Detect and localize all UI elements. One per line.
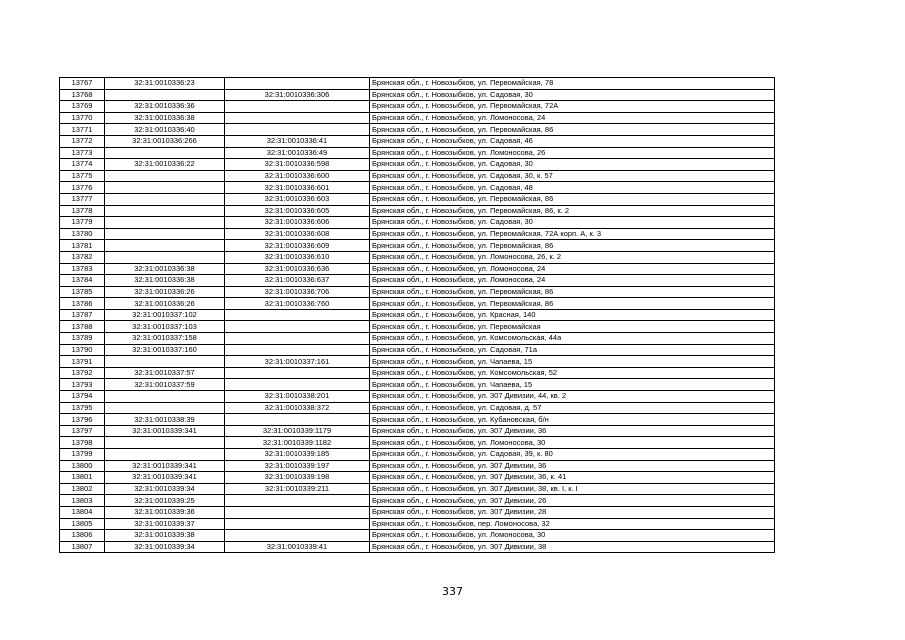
object-number-cell: 32:31:0010336:605 xyxy=(225,205,370,217)
parcel-number-cell: 32:31:0010336:266 xyxy=(105,135,225,147)
table-row xyxy=(60,449,775,461)
table-row xyxy=(60,483,775,495)
row-number-cell: 13770 xyxy=(60,112,105,124)
object-number-cell xyxy=(225,530,370,542)
table-row xyxy=(60,89,775,101)
parcel-number-cell xyxy=(105,147,225,159)
address-cell: Брянская обл., г. Новозыбков, ул. Чапаева, 15 xyxy=(370,356,775,368)
address-cell: Брянская обл., г. Новозыбков, ул. Чапаева, 15 xyxy=(370,379,775,391)
table-row xyxy=(60,159,775,171)
address-cell: Брянская обл., г. Новозыбков, ул. Первомайская, 86 xyxy=(370,298,775,310)
row-number-cell: 13783 xyxy=(60,263,105,275)
parcel-number-cell xyxy=(105,205,225,217)
row-number-cell: 13801 xyxy=(60,472,105,484)
parcel-number-cell: 32:31:0010339:341 xyxy=(105,460,225,472)
address-cell: Брянская обл., г. Новозыбков, ул. 307 Дивизии, 26 xyxy=(370,495,775,507)
object-number-cell: 32:31:0010338:372 xyxy=(225,402,370,414)
table-row xyxy=(60,402,775,414)
row-number-cell: 13787 xyxy=(60,309,105,321)
object-number-cell xyxy=(225,495,370,507)
row-number-cell: 13776 xyxy=(60,182,105,194)
parcel-number-cell: 32:31:0010336:26 xyxy=(105,298,225,310)
object-number-cell: 32:31:0010339:41 xyxy=(225,541,370,553)
object-number-cell: 32:31:0010336:603 xyxy=(225,193,370,205)
parcel-number-cell: 32:31:0010336:22 xyxy=(105,159,225,171)
object-number-cell xyxy=(225,506,370,518)
address-cell: Брянская обл., г. Новозыбков, ул. 307 Дивизии, 36, к. 41 xyxy=(370,472,775,484)
object-number-cell: 32:31:0010339:185 xyxy=(225,449,370,461)
address-cell: Брянская обл., г. Новозыбков, ул. Садовая, 30 xyxy=(370,89,775,101)
table-row xyxy=(60,506,775,518)
parcel-number-cell: 32:31:0010337:160 xyxy=(105,344,225,356)
parcel-number-cell: 32:31:0010339:25 xyxy=(105,495,225,507)
table-row xyxy=(60,135,775,147)
address-cell: Брянская обл., г. Новозыбков, ул. Садовая, 30, к. 57 xyxy=(370,170,775,182)
object-number-cell xyxy=(225,414,370,426)
table-row xyxy=(60,437,775,449)
object-number-cell xyxy=(225,124,370,136)
parcel-number-cell: 32:31:0010337:158 xyxy=(105,333,225,345)
object-number-cell xyxy=(225,379,370,391)
object-number-cell: 32:31:0010336:306 xyxy=(225,89,370,101)
address-cell: Брянская обл., г. Новозыбков, ул. Кубановская, б/н xyxy=(370,414,775,426)
object-number-cell xyxy=(225,101,370,113)
row-number-cell: 13798 xyxy=(60,437,105,449)
table-row xyxy=(60,344,775,356)
row-number-cell: 13780 xyxy=(60,228,105,240)
address-cell: Брянская обл., г. Новозыбков, ул. Первомайская, 78 xyxy=(370,78,775,90)
table-row xyxy=(60,379,775,391)
parcel-number-cell: 32:31:0010336:26 xyxy=(105,286,225,298)
table-row xyxy=(60,414,775,426)
row-number-cell: 13781 xyxy=(60,240,105,252)
row-number-cell: 13784 xyxy=(60,275,105,287)
object-number-cell xyxy=(225,344,370,356)
object-number-cell: 32:31:0010336:760 xyxy=(225,298,370,310)
address-cell: Брянская обл., г. Новозыбков, ул. 307 Дивизии, 38 xyxy=(370,541,775,553)
parcel-number-cell: 32:31:0010338:39 xyxy=(105,414,225,426)
row-number-cell: 13789 xyxy=(60,333,105,345)
row-number-cell: 13767 xyxy=(60,78,105,90)
table-row xyxy=(60,217,775,229)
parcel-number-cell xyxy=(105,228,225,240)
row-number-cell: 13782 xyxy=(60,251,105,263)
parcel-number-cell xyxy=(105,402,225,414)
row-number-cell: 13772 xyxy=(60,135,105,147)
row-number-cell: 13800 xyxy=(60,460,105,472)
row-number-cell: 13774 xyxy=(60,159,105,171)
parcel-number-cell xyxy=(105,193,225,205)
object-number-cell xyxy=(225,333,370,345)
table-row xyxy=(60,321,775,333)
row-number-cell: 13796 xyxy=(60,414,105,426)
parcel-number-cell: 32:31:0010339:38 xyxy=(105,530,225,542)
object-number-cell: 32:31:0010336:598 xyxy=(225,159,370,171)
table-row xyxy=(60,530,775,542)
object-number-cell: 32:31:0010336:600 xyxy=(225,170,370,182)
table-row xyxy=(60,356,775,368)
table-row xyxy=(60,147,775,159)
row-number-cell: 13788 xyxy=(60,321,105,333)
address-cell: Брянская обл., г. Новозыбков, ул. Ломоносова, 26, к. 2 xyxy=(370,251,775,263)
parcel-number-cell: 32:31:0010337:103 xyxy=(105,321,225,333)
parcel-number-cell xyxy=(105,356,225,368)
object-number-cell: 32:31:0010336:609 xyxy=(225,240,370,252)
address-cell: Брянская обл., г. Новозыбков, ул. Садовая, 39, к. 80 xyxy=(370,449,775,461)
row-number-cell: 13778 xyxy=(60,205,105,217)
address-cell: Брянская обл., г. Новозыбков, ул. Красная, 140 xyxy=(370,309,775,321)
parcel-number-cell xyxy=(105,240,225,252)
row-number-cell: 13792 xyxy=(60,367,105,379)
parcel-number-cell xyxy=(105,391,225,403)
row-number-cell: 13768 xyxy=(60,89,105,101)
object-number-cell xyxy=(225,518,370,530)
row-number-cell: 13797 xyxy=(60,425,105,437)
object-number-cell xyxy=(225,367,370,379)
table-row xyxy=(60,170,775,182)
object-number-cell: 32:31:0010339:198 xyxy=(225,472,370,484)
address-cell: Брянская обл., г. Новозыбков, пер. Ломоносова, 32 xyxy=(370,518,775,530)
parcel-number-cell: 32:31:0010339:341 xyxy=(105,472,225,484)
parcel-number-cell xyxy=(105,89,225,101)
address-cell: Брянская обл., г. Новозыбков, ул. Ломоносова, 30 xyxy=(370,530,775,542)
row-number-cell: 13802 xyxy=(60,483,105,495)
object-number-cell: 32:31:0010336:637 xyxy=(225,275,370,287)
object-number-cell: 32:31:0010336:41 xyxy=(225,135,370,147)
object-number-cell: 32:31:0010337:161 xyxy=(225,356,370,368)
address-cell: Брянская обл., г. Новозыбков, ул. 307 Дивизии, 44, кв. 2 xyxy=(370,391,775,403)
address-cell: Брянская обл., г. Новозыбков, ул. Первомайская xyxy=(370,321,775,333)
table-row xyxy=(60,472,775,484)
row-number-cell: 13807 xyxy=(60,541,105,553)
address-cell: Брянская обл., г. Новозыбков, ул. Первомайская, 86 xyxy=(370,240,775,252)
table-row xyxy=(60,425,775,437)
table-row xyxy=(60,193,775,205)
row-number-cell: 13806 xyxy=(60,530,105,542)
object-number-cell xyxy=(225,78,370,90)
parcel-number-cell: 32:31:0010339:37 xyxy=(105,518,225,530)
table-row xyxy=(60,251,775,263)
address-cell: Брянская обл., г. Новозыбков, ул. 307 Дивизии, 28 xyxy=(370,506,775,518)
table-row xyxy=(60,286,775,298)
parcel-number-cell: 32:31:0010336:38 xyxy=(105,112,225,124)
object-number-cell: 32:31:0010336:606 xyxy=(225,217,370,229)
table-row xyxy=(60,495,775,507)
object-number-cell xyxy=(225,309,370,321)
table-row xyxy=(60,78,775,90)
row-number-cell: 13799 xyxy=(60,449,105,461)
address-cell: Брянская обл., г. Новозыбков, ул. Садовая, 48 xyxy=(370,182,775,194)
table-row xyxy=(60,101,775,113)
row-number-cell: 13791 xyxy=(60,356,105,368)
parcel-number-cell: 32:31:0010339:34 xyxy=(105,483,225,495)
object-number-cell: 32:31:0010336:706 xyxy=(225,286,370,298)
parcel-number-cell xyxy=(105,437,225,449)
address-cell: Брянская обл., г. Новозыбков, ул. Садовая, д. 57 xyxy=(370,402,775,414)
table-row xyxy=(60,228,775,240)
row-number-cell: 13790 xyxy=(60,344,105,356)
table-row xyxy=(60,182,775,194)
table-row xyxy=(60,263,775,275)
address-cell: Брянская обл., г. Новозыбков, ул. Первомайская, 72А корп. А, к. 3 xyxy=(370,228,775,240)
address-cell: Брянская обл., г. Новозыбков, ул. Ломоносова, 24 xyxy=(370,263,775,275)
object-number-cell: 32:31:0010338:201 xyxy=(225,391,370,403)
address-cell: Брянская обл., г. Новозыбков, ул. Ломоносова, 30 xyxy=(370,437,775,449)
row-number-cell: 13794 xyxy=(60,391,105,403)
address-cell: Брянская обл., г. Новозыбков, ул. Первомайская, 72А xyxy=(370,101,775,113)
row-number-cell: 13805 xyxy=(60,518,105,530)
registry-table xyxy=(59,77,775,553)
parcel-number-cell: 32:31:0010336:38 xyxy=(105,275,225,287)
object-number-cell: 32:31:0010339:211 xyxy=(225,483,370,495)
row-number-cell: 13795 xyxy=(60,402,105,414)
table-row xyxy=(60,112,775,124)
object-number-cell: 32:31:0010336:49 xyxy=(225,147,370,159)
address-cell: Брянская обл., г. Новозыбков, ул. Ломоносова, 24 xyxy=(370,275,775,287)
table-row xyxy=(60,205,775,217)
object-number-cell: 32:31:0010339:197 xyxy=(225,460,370,472)
parcel-number-cell xyxy=(105,449,225,461)
parcel-number-cell xyxy=(105,182,225,194)
page-number: 337 xyxy=(442,585,463,598)
table-row xyxy=(60,541,775,553)
table-row xyxy=(60,124,775,136)
address-cell: Брянская обл., г. Новозыбков, ул. 307 Дивизии, 38, кв. I, к. I xyxy=(370,483,775,495)
row-number-cell: 13773 xyxy=(60,147,105,159)
address-cell: Брянская обл., г. Новозыбков, ул. Первомайская, 86 xyxy=(370,193,775,205)
row-number-cell: 13785 xyxy=(60,286,105,298)
address-cell: Брянская обл., г. Новозыбков, ул. Первомайская, 86 xyxy=(370,124,775,136)
table-row xyxy=(60,391,775,403)
address-cell: Брянская обл., г. Новозыбков, ул. Первомайская, 86 xyxy=(370,286,775,298)
table-body xyxy=(60,78,775,553)
table-row xyxy=(60,275,775,287)
parcel-number-cell: 32:31:0010337:59 xyxy=(105,379,225,391)
parcel-number-cell xyxy=(105,170,225,182)
table-row xyxy=(60,518,775,530)
object-number-cell: 32:31:0010339:1179 xyxy=(225,425,370,437)
address-cell: Брянская обл., г. Новозыбков, ул. Садовая, 30 xyxy=(370,217,775,229)
parcel-number-cell: 32:31:0010336:36 xyxy=(105,101,225,113)
object-number-cell: 32:31:0010339:1182 xyxy=(225,437,370,449)
address-cell: Брянская обл., г. Новозыбков, ул. Садовая, 30 xyxy=(370,159,775,171)
object-number-cell: 32:31:0010336:608 xyxy=(225,228,370,240)
address-cell: Брянская обл., г. Новозыбков, ул. Ломоносова, 26 xyxy=(370,147,775,159)
table-row xyxy=(60,298,775,310)
row-number-cell: 13803 xyxy=(60,495,105,507)
row-number-cell: 13769 xyxy=(60,101,105,113)
address-cell: Брянская обл., г. Новозыбков, ул. Первомайская, 86, к. 2 xyxy=(370,205,775,217)
address-cell: Брянская обл., г. Новозыбков, ул. Садовая, 46 xyxy=(370,135,775,147)
object-number-cell xyxy=(225,112,370,124)
table-row xyxy=(60,309,775,321)
table-row xyxy=(60,333,775,345)
row-number-cell: 13771 xyxy=(60,124,105,136)
row-number-cell: 13786 xyxy=(60,298,105,310)
object-number-cell: 32:31:0010336:636 xyxy=(225,263,370,275)
row-number-cell: 13777 xyxy=(60,193,105,205)
parcel-number-cell xyxy=(105,217,225,229)
address-cell: Брянская обл., г. Новозыбков, ул. Комсомольская, 52 xyxy=(370,367,775,379)
parcel-number-cell: 32:31:0010336:23 xyxy=(105,78,225,90)
row-number-cell: 13793 xyxy=(60,379,105,391)
address-cell: Брянская обл., г. Новозыбков, ул. Садовая, 71а xyxy=(370,344,775,356)
parcel-number-cell: 32:31:0010337:102 xyxy=(105,309,225,321)
address-cell: Брянская обл., г. Новозыбков, ул. Комсомольская, 44а xyxy=(370,333,775,345)
row-number-cell: 13804 xyxy=(60,506,105,518)
object-number-cell: 32:31:0010336:601 xyxy=(225,182,370,194)
row-number-cell: 13779 xyxy=(60,217,105,229)
parcel-number-cell: 32:31:0010336:40 xyxy=(105,124,225,136)
address-cell: Брянская обл., г. Новозыбков, ул. Ломоносова, 24 xyxy=(370,112,775,124)
parcel-number-cell: 32:31:0010337:57 xyxy=(105,367,225,379)
address-cell: Брянская обл., г. Новозыбков, ул. 307 Дивизии, 36 xyxy=(370,460,775,472)
parcel-number-cell: 32:31:0010336:38 xyxy=(105,263,225,275)
row-number-cell: 13775 xyxy=(60,170,105,182)
table-row xyxy=(60,460,775,472)
address-cell: Брянская обл., г. Новозыбков, ул. 307 Дивизии, 36 xyxy=(370,425,775,437)
parcel-number-cell xyxy=(105,251,225,263)
parcel-number-cell: 32:31:0010339:341 xyxy=(105,425,225,437)
table-row xyxy=(60,240,775,252)
table-row xyxy=(60,367,775,379)
object-number-cell xyxy=(225,321,370,333)
parcel-number-cell: 32:31:0010339:36 xyxy=(105,506,225,518)
object-number-cell: 32:31:0010336:610 xyxy=(225,251,370,263)
parcel-number-cell: 32:31:0010339:34 xyxy=(105,541,225,553)
